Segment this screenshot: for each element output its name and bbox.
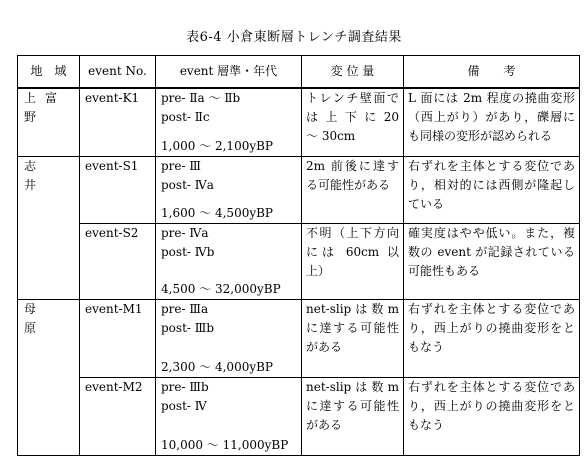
age-range: 2,300 ～ 4,000yBP bbox=[161, 359, 274, 374]
event-cell: event-S1 bbox=[80, 156, 156, 223]
table-header-row bbox=[18, 56, 580, 89]
post-horizon: post- Ⅲb bbox=[161, 320, 215, 335]
table-row bbox=[18, 88, 580, 156]
header-region: 地 域 bbox=[18, 56, 80, 89]
trench-survey-table bbox=[17, 55, 580, 456]
period-cell bbox=[156, 88, 302, 156]
header-remarks: 備 考 bbox=[404, 56, 580, 89]
region-cell: 上富野 bbox=[18, 88, 80, 156]
table-row bbox=[18, 223, 580, 299]
post-horizon: post- Ⅱc bbox=[161, 110, 210, 124]
pre-horizon: pre- Ⅲb bbox=[161, 379, 209, 394]
displacement-cell: net-slip は 数 m に達する可能性がある bbox=[302, 299, 404, 377]
region-cell: 母 原 bbox=[18, 299, 80, 455]
table-title: 表6-4 小倉東断層トレンチ調査結果 bbox=[186, 30, 402, 45]
event-cell: event-K1 bbox=[80, 88, 156, 156]
remarks-cell: 右ずれを主体とする変位であり，西上がりの撓曲変形をともなう bbox=[404, 299, 580, 377]
header-displacement: 変 位 量 bbox=[302, 56, 404, 89]
pre-horizon: pre- Ⅳa bbox=[161, 225, 209, 240]
table-row bbox=[18, 156, 580, 223]
post-horizon: post- Ⅳ bbox=[161, 398, 207, 413]
period-cell bbox=[156, 299, 302, 377]
displacement-cell: 2m 前後に達する可能性がある bbox=[302, 156, 404, 223]
period-cell bbox=[156, 156, 302, 223]
displacement-cell: トレンチ壁面では 上 下 に 20 ～ 30cm bbox=[302, 88, 404, 156]
event-cell: event-S2 bbox=[80, 223, 156, 299]
pre-horizon: pre- Ⅲ bbox=[161, 158, 201, 173]
remarks-cell: L 面には 2m 程度の撓曲変形（西上がり）があり，礫層にも同様の変形が認められる bbox=[404, 88, 580, 156]
post-horizon: post- Ⅳb bbox=[161, 244, 215, 259]
age-range: 1,000 ～ 2,100yBP bbox=[161, 138, 274, 153]
table-row bbox=[18, 299, 580, 377]
age-range: 10,000 ～ 11,000yBP bbox=[161, 437, 289, 452]
period-cell bbox=[156, 223, 302, 299]
region-cell: 志 井 bbox=[18, 156, 80, 299]
pre-horizon: pre- Ⅱa ～ Ⅱb bbox=[161, 91, 241, 105]
header-period: event 層準・年代 bbox=[156, 56, 302, 89]
event-cell: event-M2 bbox=[80, 377, 156, 455]
remarks-cell: 右ずれを主体とする変位であり，西上がりの撓曲変形をともなう bbox=[404, 377, 580, 455]
displacement-cell: 不明（上下方向には 60cm 以上） bbox=[302, 223, 404, 299]
pre-horizon: pre- Ⅲa bbox=[161, 301, 209, 316]
remarks-cell: 確実度はやや低い。また，複数の event が記録されている可能性もある bbox=[404, 223, 580, 299]
age-range: 1,600 ～ 4,500yBP bbox=[161, 205, 274, 220]
event-cell: event-M1 bbox=[80, 299, 156, 377]
age-range: 4,500 ～ 32,000yBP bbox=[161, 281, 281, 296]
remarks-cell: 右ずれを主体とする変位であり，相対的には西側が隆起している bbox=[404, 156, 580, 223]
period-cell bbox=[156, 377, 302, 455]
post-horizon: post- Ⅳa bbox=[161, 177, 214, 192]
header-event: event No. bbox=[80, 56, 156, 89]
displacement-cell: net-slip は 数 m に達する可能性がある bbox=[302, 377, 404, 455]
table-row bbox=[18, 377, 580, 455]
